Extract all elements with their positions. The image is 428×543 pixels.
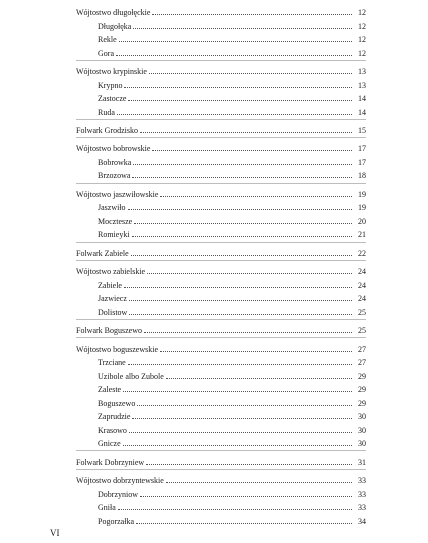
dot-leader — [152, 14, 352, 15]
toc-subentry — [98, 384, 366, 396]
toc-entry-page: 17 — [358, 157, 366, 167]
dot-leader — [160, 351, 352, 352]
toc-entry-page: 27 — [358, 344, 366, 354]
toc-entry — [76, 344, 366, 356]
toc-entry-label: Folwark Grodzisko — [76, 126, 138, 135]
toc-entry-page: 29 — [358, 371, 366, 381]
toc-entry — [76, 475, 366, 487]
toc-entry-page: 33 — [358, 476, 366, 486]
dot-leader — [144, 332, 352, 333]
dot-leader — [166, 482, 352, 483]
toc-entry-page: 24 — [358, 294, 366, 304]
dot-leader — [131, 255, 352, 256]
toc-entry-label: Wójtostwo długołęckie — [76, 8, 151, 17]
toc-subentry — [98, 80, 366, 92]
toc-entry-label: Wójtostwo bobrowskie — [76, 144, 151, 154]
dot-leader — [140, 496, 352, 497]
toc-entry-page: 19 — [358, 203, 366, 213]
toc-entry-label: Wójtostwo boguszewskie — [76, 344, 158, 354]
toc-entry-label: Zaprudzie — [98, 412, 131, 422]
toc-entry-page: 12 — [358, 8, 366, 17]
dot-leader — [117, 114, 352, 115]
toc-subentry — [98, 425, 366, 437]
toc-entry-page: 30 — [358, 425, 366, 435]
toc-entry-label: Ruda — [98, 107, 115, 117]
dot-leader — [116, 55, 352, 56]
toc-entry-label: Gora — [98, 48, 114, 58]
toc-entry-label: Rekle — [98, 35, 117, 45]
toc-subentry — [98, 48, 366, 60]
toc-entry-page: 33 — [358, 503, 366, 513]
toc-entry-page: 15 — [358, 126, 366, 135]
toc-subentry — [98, 411, 366, 423]
toc-entry-page: 31 — [358, 457, 366, 467]
toc-entry-page: 29 — [358, 385, 366, 395]
dot-leader — [133, 28, 352, 29]
dot-leader — [152, 150, 352, 151]
toc-entry — [76, 66, 366, 78]
toc-subentry — [98, 371, 366, 383]
section-divider — [76, 450, 366, 451]
dot-leader — [132, 418, 352, 419]
dot-leader — [128, 100, 352, 101]
toc-subentry — [98, 229, 366, 241]
toc-entry-label: Jazwiecz — [98, 294, 127, 304]
toc-entry-label: Boguszewo — [98, 398, 136, 408]
dot-leader — [123, 445, 352, 446]
toc-subentry — [98, 489, 366, 501]
toc-subentry — [98, 157, 366, 169]
toc-entry-label: Mocztesze — [98, 216, 133, 226]
dot-leader — [136, 523, 352, 524]
section-divider — [76, 469, 366, 470]
toc-entry-label: Bobrowka — [98, 157, 132, 167]
toc-subentry — [98, 516, 366, 528]
toc-entry-label: Długołęka — [98, 21, 132, 31]
toc-entry-label: Krasowo — [98, 425, 127, 435]
toc-entry — [76, 266, 366, 278]
toc-subentry — [98, 107, 366, 119]
toc-entry-page: 17 — [358, 144, 366, 154]
toc-entry — [76, 189, 366, 201]
toc-entry-page: 12 — [358, 48, 366, 58]
toc-entry-page: 22 — [358, 248, 366, 258]
toc-entry-page: 29 — [358, 398, 366, 408]
toc-entry — [76, 143, 366, 155]
section-divider — [76, 183, 366, 184]
toc-subentry — [98, 170, 366, 182]
toc-entry-label: Romieyki — [98, 230, 130, 240]
dot-leader — [132, 236, 352, 237]
dot-leader — [128, 364, 352, 365]
page-number: VI — [50, 528, 60, 538]
toc-subentry — [98, 216, 366, 228]
toc-entry-label: Krypno — [98, 80, 123, 90]
toc-subentry — [98, 438, 366, 450]
toc-entry-page: 20 — [358, 216, 366, 226]
toc-entry-page: 13 — [358, 67, 366, 76]
toc-subentry — [98, 93, 366, 105]
toc-entry-page: 12 — [358, 21, 366, 31]
toc-entry-page: 12 — [358, 35, 366, 45]
toc-entry-label: Uzibole albo Zubole — [98, 371, 164, 381]
dot-leader — [149, 73, 352, 74]
toc-entry — [76, 457, 366, 469]
toc-entry-label: Pogorzałka — [98, 516, 134, 526]
toc-entry-page: 25 — [358, 326, 366, 336]
toc-entry-label: Gnicze — [98, 439, 121, 449]
toc-entry-label: Zabiele — [98, 280, 122, 290]
toc-entry-page: 30 — [358, 412, 366, 422]
toc-entry-page: 34 — [358, 516, 366, 526]
toc-entry-label: Wójtostwo dobrzyntewskie — [76, 476, 164, 486]
dot-leader — [133, 164, 352, 165]
section-divider — [76, 319, 366, 320]
toc-entry — [76, 125, 366, 137]
toc-subentry — [98, 21, 366, 33]
dot-leader — [119, 41, 352, 42]
dot-leader — [147, 273, 352, 274]
dot-leader — [128, 209, 352, 210]
toc-entry-page: 24 — [358, 267, 366, 277]
section-divider — [76, 260, 366, 261]
toc-entry-label: Folwark Zabiele — [76, 248, 129, 258]
toc-entry-label: Brzozowa — [98, 171, 131, 181]
toc-entry-label: Folwark Dobrzyniew — [76, 457, 145, 467]
dot-leader — [140, 132, 352, 133]
toc-entry — [76, 325, 366, 337]
dot-leader — [124, 87, 352, 88]
toc-entry-page: 18 — [358, 171, 366, 181]
toc-entry-page: 21 — [358, 230, 366, 240]
toc-entry-page: 30 — [358, 439, 366, 449]
toc-entry-label: Zastocze — [98, 94, 127, 104]
toc-subentry — [98, 307, 366, 319]
toc-entry-label: Wójtostwo jaszwiłowskie — [76, 189, 159, 199]
toc-entry-label: Zaleste — [98, 385, 122, 395]
toc-entry-page: 24 — [358, 280, 366, 290]
toc-subentry — [98, 357, 366, 369]
toc-subentry — [98, 280, 366, 292]
dot-leader — [132, 177, 352, 178]
dot-leader — [134, 223, 352, 224]
toc-entry-page: 14 — [358, 94, 366, 104]
dot-leader — [160, 196, 352, 197]
toc-subentry — [98, 502, 366, 514]
toc-entry-label: Jaszwiło — [98, 203, 126, 213]
dot-leader — [129, 432, 352, 433]
dot-leader — [129, 314, 352, 315]
toc-entry-page: 25 — [358, 307, 366, 317]
toc-subentry — [98, 293, 366, 305]
section-divider — [76, 60, 366, 61]
toc-subentry — [98, 202, 366, 214]
toc-entry — [76, 248, 366, 260]
section-divider — [76, 137, 366, 138]
toc-entry-label: Wójtostwo krypinskie — [76, 67, 147, 76]
toc-entry-page: 19 — [358, 189, 366, 199]
toc-entry-label: Wójtostwo zabielskie — [76, 267, 146, 277]
dot-leader — [124, 287, 352, 288]
section-divider — [76, 337, 366, 338]
dot-leader — [129, 300, 352, 301]
toc-entry-page: 27 — [358, 358, 366, 368]
section-divider — [76, 242, 366, 243]
dot-leader — [137, 405, 352, 406]
toc-entry-label: Gniła — [98, 503, 116, 513]
dot-leader — [146, 464, 352, 465]
toc-entry-label: Dolistow — [98, 307, 128, 317]
toc-subentry — [98, 34, 366, 46]
toc-entry-label: Folwark Boguszewo — [76, 326, 142, 336]
dot-leader — [118, 509, 352, 510]
toc-entry-page: 14 — [358, 107, 366, 117]
section-divider — [76, 119, 366, 120]
toc-entry-page: 13 — [358, 80, 366, 90]
toc-entry-label: Dobrzyniow — [98, 489, 138, 499]
toc-entry-page: 33 — [358, 489, 366, 499]
toc-entry — [76, 7, 366, 19]
dot-leader — [166, 378, 352, 379]
toc-subentry — [98, 398, 366, 410]
toc-entry-label: Trzciane — [98, 358, 126, 368]
dot-leader — [123, 391, 352, 392]
